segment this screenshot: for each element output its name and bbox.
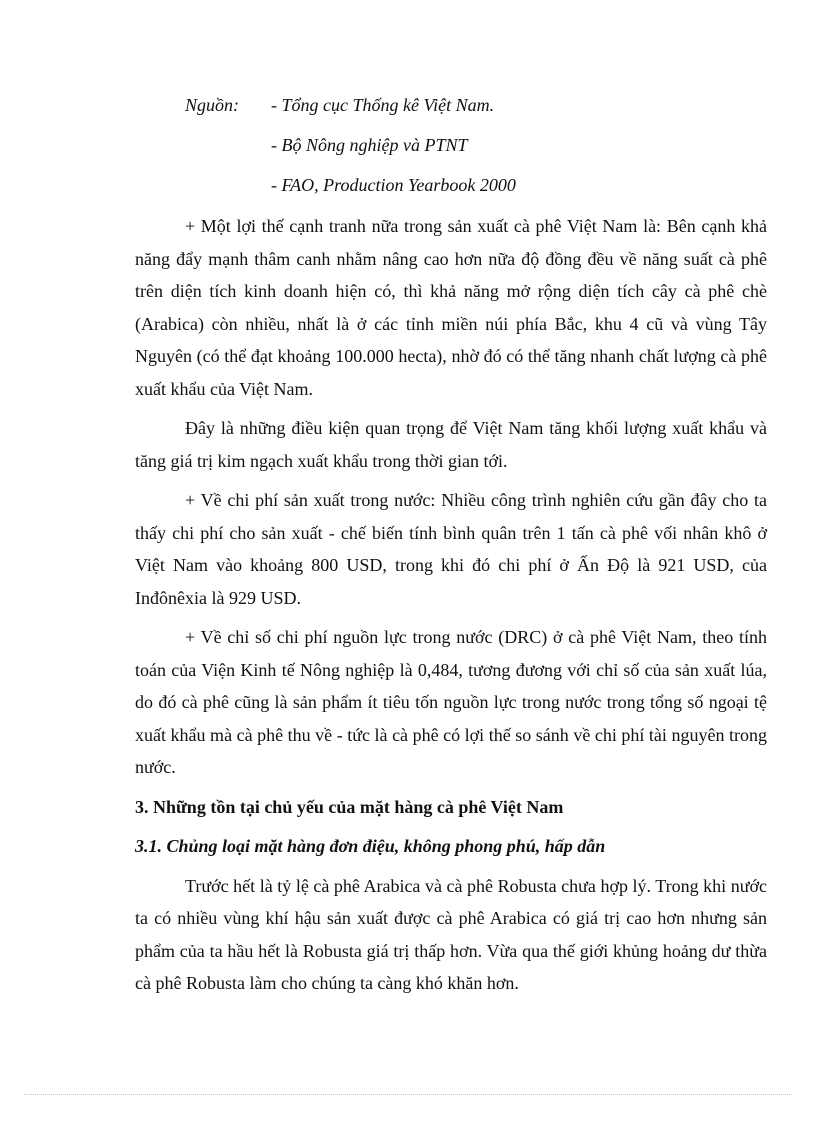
paragraph-production-cost: + Về chi phí sản xuất trong nước: Nhiều công trình nghiên cứu gần đây cho ta thấy chi phí cho sản xuất - chế biến tính bình quân trên 1 tấn cà phê vối nhân khô ở Việt Nam vào khoảng 800 USD, trong khi đó chi phí ở Ấn Độ là 921 USD, của Inđônêxia là 929 USD.: [135, 490, 767, 608]
paragraph-arabica-robusta: Trước hết là tỷ lệ cà phê Arabica và cà phê Robusta chưa hợp lý. Trong khi nước ta có nhiều vùng khí hậu sản xuất được cà phê Arabica có giá trị cao hơn nhưng sản phẩm của ta hầu hết là Robusta giá trị thấp hơn. Vừa qua thế giới khủng hoảng dư thừa cà phê Robusta làm cho chúng ta càng khó khăn hơn.: [135, 875, 767, 993]
paragraph-important-conditions: Đây là những điều kiện quan trọng để Việt Nam tăng khối lượng xuất khẩu và tăng giá trị kim ngạch xuất khẩu trong thời gian tới.: [135, 418, 767, 471]
sources-label: Nguồn:: [185, 95, 239, 115]
paragraph-drc-index: + Về chỉ số chi phí nguồn lực trong nước (DRC) ở cà phê Việt Nam, theo tính toán của Viện Kinh tế Nông nghiệp là 0,484, tương đương với chỉ số của sản xuất lúa, do đó cà phê cũng là sản phẩm ít tiêu tốn nguồn lực trong nước trong tổng số ngoại tệ xuất khẩu mà cà phê thu về - tức là cà phê có lợi thế so sánh về chi phí tài nguyên trong nước.: [135, 627, 767, 777]
paragraph-competitive-advantage: + Một lợi thế cạnh tranh nữa trong sản xuất cà phê Việt Nam là: Bên cạnh khả năng đẩy mạnh thâm canh nhằm nâng cao hơn nữa độ đồng đều về năng suất cà phê trên diện tích kinh doanh hiện có, thì khả năng mở rộng diện tích cây cà phê chè (Arabica) còn nhiều, nhất là ở các tỉnh miền núi phía Bắc, khu 4 cũ và vùng Tây Nguyên (có thể đạt khoảng 100.000 hecta), nhờ đó có thể tăng nhanh chất lượng cà phê xuất khẩu của Việt Nam.: [135, 216, 767, 399]
source-item: - Tổng cục Thống kê Việt Nam.: [271, 95, 495, 115]
subsection-heading: 3.1. Chủng loại mặt hàng đơn điệu, không phong phú, hấp dẫn: [135, 836, 606, 856]
source-item: - FAO, Production Yearbook 2000: [271, 175, 516, 195]
section-heading: 3. Những tồn tại chủ yếu của mặt hàng cà phê Việt Nam: [135, 796, 564, 817]
body-text: [135, 210, 767, 1007]
source-item: - Bộ Nông nghiệp và PTNT: [271, 135, 468, 155]
footer-divider: [24, 1094, 792, 1095]
